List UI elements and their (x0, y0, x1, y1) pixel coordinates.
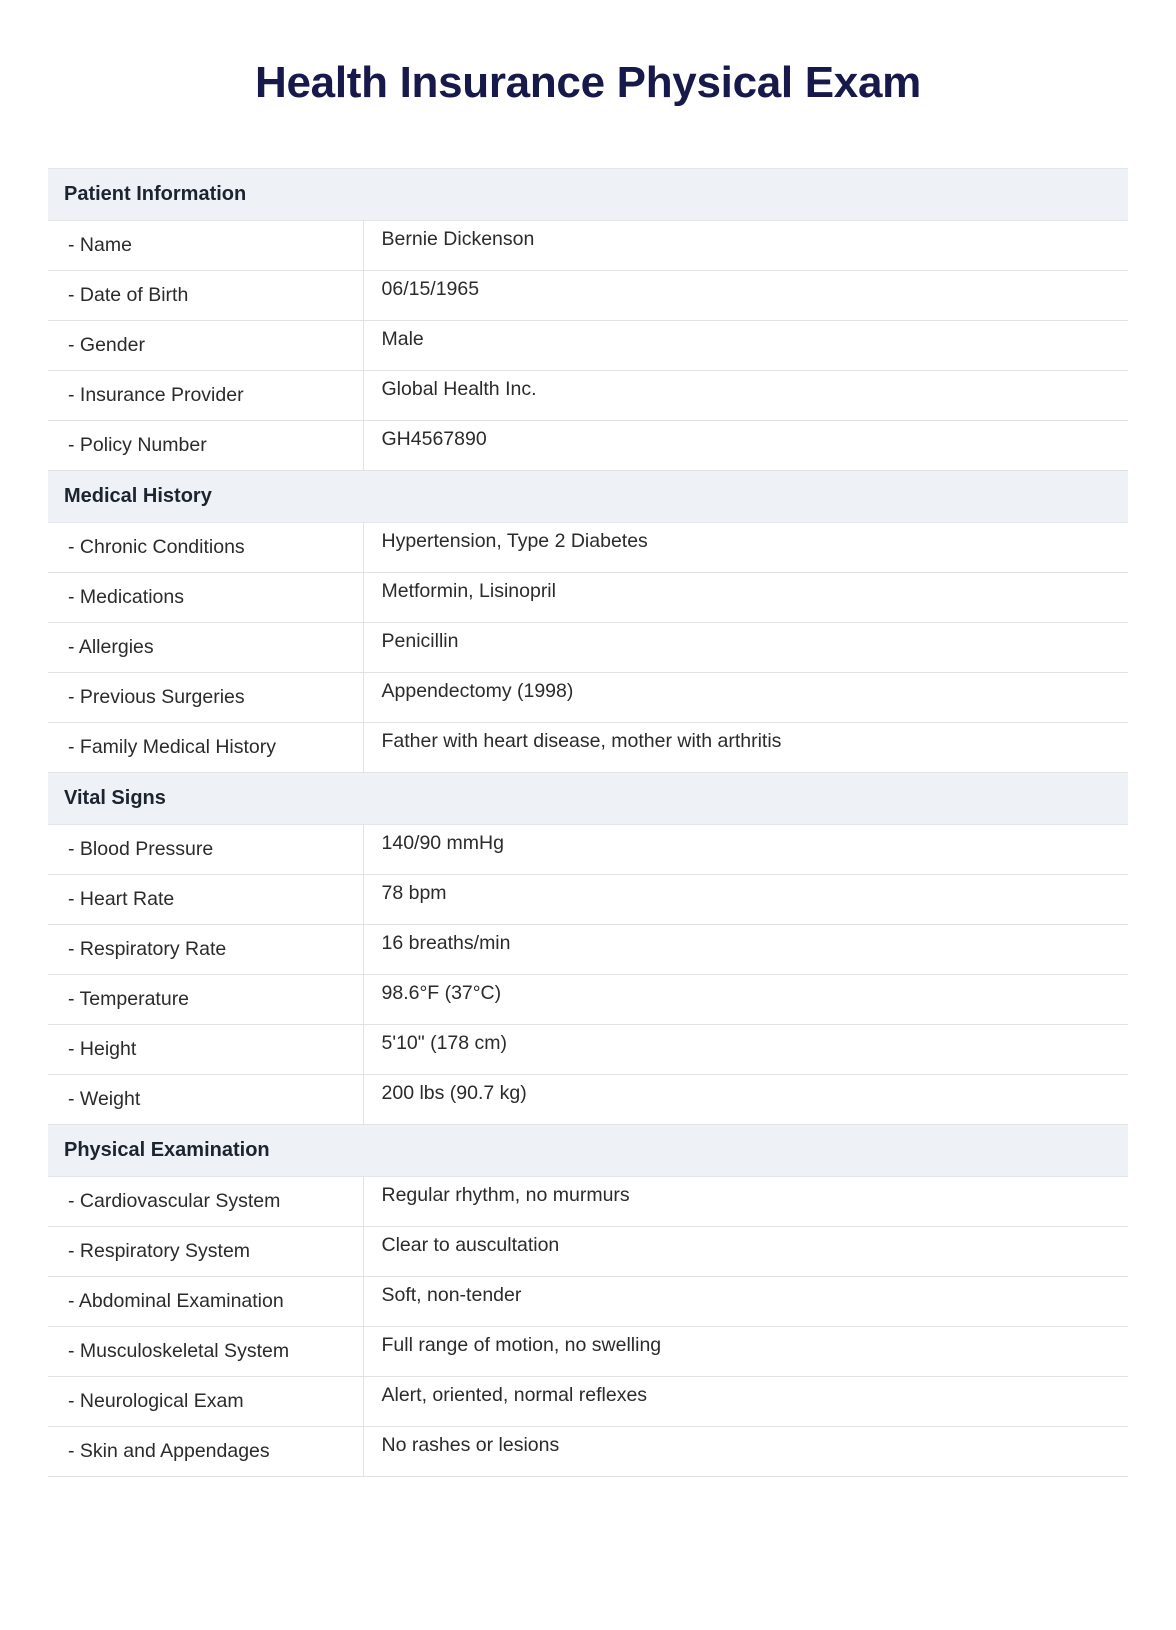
row-label: - Medications (48, 573, 363, 623)
row-value: Metformin, Lisinopril (363, 573, 1128, 623)
row-value: Hypertension, Type 2 Diabetes (363, 523, 1128, 573)
row-label: - Heart Rate (48, 875, 363, 925)
row-label: - Respiratory Rate (48, 925, 363, 975)
row-value: Soft, non-tender (363, 1277, 1128, 1327)
row-label: - Policy Number (48, 421, 363, 471)
table-row (48, 271, 1128, 321)
row-value: Bernie Dickenson (363, 221, 1128, 271)
section-header-row (48, 773, 1128, 825)
table-row (48, 371, 1128, 421)
row-value: 06/15/1965 (363, 271, 1128, 321)
exam-table-body (48, 169, 1128, 1477)
section-header-row (48, 471, 1128, 523)
table-row (48, 1277, 1128, 1327)
row-value: Alert, oriented, normal reflexes (363, 1377, 1128, 1427)
row-value: Appendectomy (1998) (363, 673, 1128, 723)
row-label: - Respiratory System (48, 1227, 363, 1277)
row-value: Full range of motion, no swelling (363, 1327, 1128, 1377)
row-label: - Allergies (48, 623, 363, 673)
row-value: 16 breaths/min (363, 925, 1128, 975)
row-label: - Weight (48, 1075, 363, 1125)
row-value: No rashes or lesions (363, 1427, 1128, 1477)
row-label: - Family Medical History (48, 723, 363, 773)
row-value: Clear to auscultation (363, 1227, 1128, 1277)
page-title: Health Insurance Physical Exam (255, 58, 921, 107)
section-heading: Physical Examination (48, 1125, 1128, 1177)
table-row (48, 1227, 1128, 1277)
row-label: - Cardiovascular System (48, 1177, 363, 1227)
row-label: - Skin and Appendages (48, 1427, 363, 1477)
section-heading: Patient Information (48, 169, 1128, 221)
table-row (48, 523, 1128, 573)
row-label: - Musculoskeletal System (48, 1327, 363, 1377)
table-row (48, 221, 1128, 271)
row-label: - Chronic Conditions (48, 523, 363, 573)
row-value: GH4567890 (363, 421, 1128, 471)
row-label: - Neurological Exam (48, 1377, 363, 1427)
row-value: Penicillin (363, 623, 1128, 673)
table-row (48, 1075, 1128, 1125)
table-row (48, 925, 1128, 975)
table-row (48, 723, 1128, 773)
table-row (48, 623, 1128, 673)
row-value: 78 bpm (363, 875, 1128, 925)
physical-exam-table (48, 168, 1128, 1477)
row-label: - Insurance Provider (48, 371, 363, 421)
row-label: - Abdominal Examination (48, 1277, 363, 1327)
table-row (48, 975, 1128, 1025)
table-row (48, 825, 1128, 875)
table-row (48, 1025, 1128, 1075)
row-value: Father with heart disease, mother with arthritis (363, 723, 1128, 773)
row-value: Regular rhythm, no murmurs (363, 1177, 1128, 1227)
section-header-row (48, 169, 1128, 221)
table-row (48, 321, 1128, 371)
row-value: 98.6°F (37°C) (363, 975, 1128, 1025)
row-label: - Temperature (48, 975, 363, 1025)
row-label: - Height (48, 1025, 363, 1075)
table-row (48, 673, 1128, 723)
row-value: 200 lbs (90.7 kg) (363, 1075, 1128, 1125)
table-row (48, 1427, 1128, 1477)
row-label: - Previous Surgeries (48, 673, 363, 723)
table-row (48, 1377, 1128, 1427)
table-row (48, 1177, 1128, 1227)
row-label: - Blood Pressure (48, 825, 363, 875)
section-heading: Vital Signs (48, 773, 1128, 825)
table-row (48, 1327, 1128, 1377)
row-value: 140/90 mmHg (363, 825, 1128, 875)
table-row (48, 875, 1128, 925)
row-label: - Date of Birth (48, 271, 363, 321)
section-header-row (48, 1125, 1128, 1177)
section-heading: Medical History (48, 471, 1128, 523)
table-row (48, 573, 1128, 623)
row-label: - Gender (48, 321, 363, 371)
row-value: Male (363, 321, 1128, 371)
row-value: Global Health Inc. (363, 371, 1128, 421)
row-value: 5'10" (178 cm) (363, 1025, 1128, 1075)
row-label: - Name (48, 221, 363, 271)
table-row (48, 421, 1128, 471)
